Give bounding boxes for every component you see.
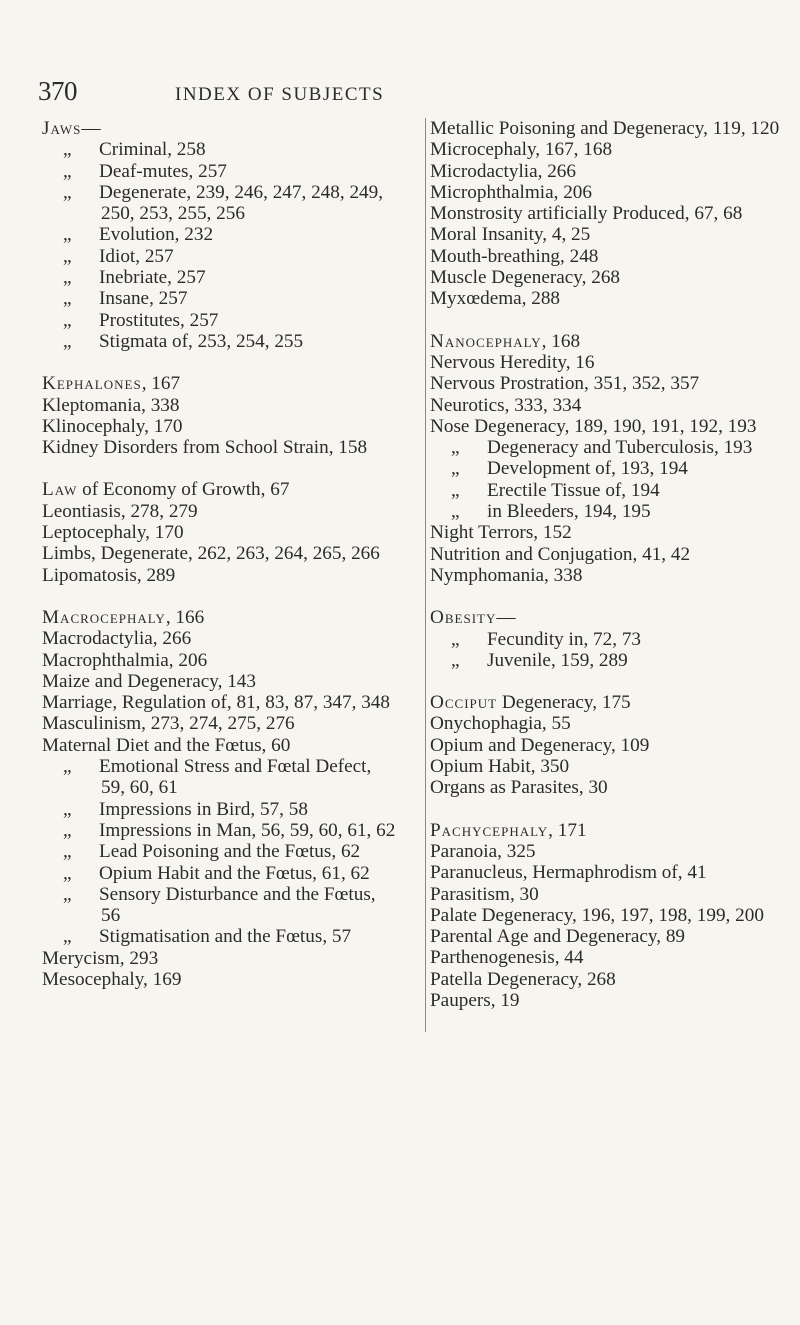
ditto-mark: „: [63, 160, 72, 182]
index-group: [42, 607, 397, 990]
entry-headword: Nanocephaly: [430, 330, 542, 352]
index-entry: Mesocephaly, 169: [42, 968, 182, 990]
index-subentry: „ Idiot, 257: [63, 245, 174, 267]
ditto-mark: „: [451, 501, 460, 523]
index-entry: Klinocephaly, 170: [42, 415, 183, 437]
index-entry: Maize and Degeneracy, 143: [42, 670, 256, 692]
ditto-mark: „: [63, 883, 72, 905]
index-subentry: „ Degenerate, 239, 246, 247, 248, 249, 250, 253, 255, 256: [63, 181, 384, 225]
index-entry: Macrodactylia, 266: [42, 628, 192, 650]
index-subentry: „ Opium Habit and the Fœtus, 61, 62: [63, 862, 370, 884]
index-subentry: „ in Bleeders, 194, 195: [451, 501, 651, 523]
index-group: [42, 479, 397, 585]
index-entry: Marriage, Regulation of, 81, 83, 87, 347, 348: [42, 692, 390, 714]
index-subentry: „ Evolution, 232: [63, 224, 214, 246]
index-entry: Macrophthalmia, 206: [42, 649, 208, 671]
index-entry: Paranoia, 325: [430, 840, 536, 862]
index-subentry: „ Emotional Stress and Fœtal Defect, 59, 60, 61: [63, 756, 372, 799]
index-entry: Leontiasis, 278, 279: [42, 500, 198, 522]
ditto-mark: „: [63, 819, 72, 841]
index-entry: Parthenogenesis, 44: [430, 947, 584, 969]
index-entry: Parasitism, 30: [430, 883, 539, 905]
ditto-mark: „: [63, 756, 72, 778]
index-subentry: „ Stigmata of, 253, 254, 255: [63, 330, 304, 352]
index-entry: Occiput Degeneracy, 175: [430, 692, 631, 714]
index-entry: Pachycephaly, 171: [430, 819, 587, 841]
index-entry: Metallic Poisoning and Degeneracy, 119, 120: [430, 118, 780, 139]
index-subentry: „ Lead Poisoning and the Fœtus, 62: [63, 841, 361, 863]
index-entry: Nutrition and Conjugation, 41, 42: [430, 543, 691, 565]
ditto-mark: „: [63, 288, 72, 310]
index-entry: Lipomatosis, 289: [42, 564, 176, 586]
ditto-mark: „: [451, 628, 460, 650]
entry-headword: Law: [42, 479, 78, 501]
ditto-mark: „: [63, 862, 72, 884]
index-entry: Merycism, 293: [42, 947, 159, 969]
index-subentry: „ Prostitutes, 257: [63, 309, 219, 331]
right-index-column: [425, 118, 785, 1032]
index-group: [430, 820, 785, 1012]
entry-headword: Obesity: [430, 607, 497, 629]
index-entry: Kidney Disorders from School Strain, 158: [42, 437, 368, 459]
index-entry: Kleptomania, 338: [42, 394, 180, 416]
index-entry: Microdactylia, 266: [430, 160, 576, 182]
ditto-mark: „: [63, 267, 72, 289]
index-entry: Parental Age and Degeneracy, 89: [430, 926, 686, 948]
index-subentry: „ Fecundity in, 72, 73: [451, 628, 642, 650]
index-subentry: „ Stigmatisation and the Fœtus, 57: [63, 926, 352, 948]
entry-headword: Kephalones: [42, 373, 142, 395]
index-entry: Obesity—: [430, 607, 516, 629]
index-subentry: „ Inebriate, 257: [63, 267, 206, 289]
ditto-mark: „: [63, 139, 72, 161]
ditto-mark: „: [63, 841, 72, 863]
index-entry: Moral Insanity, 4, 25: [430, 224, 591, 246]
index-entry: Onychophagia, 55: [430, 713, 571, 735]
index-entry: Mouth-breathing, 248: [430, 245, 599, 267]
index-group: [430, 118, 785, 310]
index-subentry: „ Deaf-mutes, 257: [63, 160, 227, 182]
index-subentry: „ Erectile Tissue of, 194: [451, 479, 660, 501]
index-entry: Microcephaly, 167, 168: [430, 139, 613, 161]
index-entry: Nanocephaly, 168: [430, 330, 581, 352]
ditto-mark: „: [451, 479, 460, 501]
index-group: [430, 331, 785, 587]
index-subentry: „ Sensory Disturbance and the Fœtus, 56: [63, 883, 376, 927]
page-header: [38, 76, 778, 107]
index-group: [42, 118, 397, 352]
index-entry: Paranucleus, Hermaphrodism of, 41: [430, 862, 707, 884]
index-subentry: „ Degeneracy and Tuberculosis, 193: [451, 437, 753, 459]
ditto-mark: „: [63, 330, 72, 352]
index-subentry: „ Development of, 193, 194: [451, 458, 688, 480]
index-entry: Organs as Parasites, 30: [430, 777, 608, 799]
index-entry: Muscle Degeneracy, 268: [430, 267, 621, 289]
index-entry: Monstrosity artificially Produced, 67, 68: [430, 203, 743, 225]
ditto-mark: „: [63, 309, 72, 331]
index-entry: Masculinism, 273, 274, 275, 276: [42, 713, 295, 735]
index-entry: Kephalones, 167: [42, 373, 181, 395]
index-entry: Neurotics, 333, 334: [430, 394, 582, 416]
index-subentry: „ Juvenile, 159, 289: [451, 649, 628, 671]
index-entry: Nose Degeneracy, 189, 190, 191, 192, 193: [430, 415, 757, 437]
page-number: 370: [38, 76, 77, 106]
index-group: [430, 607, 785, 671]
index-entry: Maternal Diet and the Fœtus, 60: [42, 734, 291, 756]
index-subentry: „ Impressions in Bird, 57, 58: [63, 798, 308, 820]
index-entry: Opium Habit, 350: [430, 756, 570, 778]
index-subentry: „ Insane, 257: [63, 288, 188, 310]
index-entry: Leptocephaly, 170: [42, 522, 184, 544]
entry-headword: Jaws: [42, 118, 82, 139]
index-subentry: „ Criminal, 258: [63, 139, 206, 161]
index-entry: Law of Economy of Growth, 67: [42, 479, 290, 501]
index-entry: Nymphomania, 338: [430, 564, 583, 586]
index-entry: Paupers, 19: [430, 989, 520, 1011]
index-subentry: „ Impressions in Man, 56, 59, 60, 61, 62: [63, 819, 396, 841]
index-entry: Opium and Degeneracy, 109: [430, 734, 650, 756]
index-entry: Myxœdema, 288: [430, 288, 561, 310]
index-entry: Palate Degeneracy, 196, 197, 198, 199, 200: [430, 904, 764, 926]
index-group: [42, 373, 397, 458]
entry-headword: Macrocephaly: [42, 606, 166, 628]
left-index-column: [42, 118, 397, 1011]
index-entry: Night Terrors, 152: [430, 522, 572, 544]
index-group: [430, 692, 785, 798]
ditto-mark: „: [451, 437, 460, 459]
ditto-mark: „: [63, 224, 72, 246]
index-entry: Limbs, Degenerate, 262, 263, 264, 265, 266: [42, 543, 380, 565]
index-entry: Macrocephaly, 166: [42, 606, 205, 628]
index-entry: Patella Degeneracy, 268: [430, 968, 616, 990]
ditto-mark: „: [63, 245, 72, 267]
ditto-mark: „: [451, 458, 460, 480]
ditto-mark: „: [63, 181, 72, 203]
entry-headword: Pachycephaly: [430, 819, 549, 841]
ditto-mark: „: [63, 926, 72, 948]
index-entry: Microphthalmia, 206: [430, 181, 592, 203]
entry-headword: Occiput: [430, 692, 498, 714]
ditto-mark: „: [63, 798, 72, 820]
running-head: INDEX OF SUBJECTS: [175, 84, 385, 105]
index-entry: Jaws—: [42, 118, 101, 139]
index-entry: Nervous Heredity, 16: [430, 351, 595, 373]
index-entry: Nervous Prostration, 351, 352, 357: [430, 373, 700, 395]
ditto-mark: „: [451, 649, 460, 671]
